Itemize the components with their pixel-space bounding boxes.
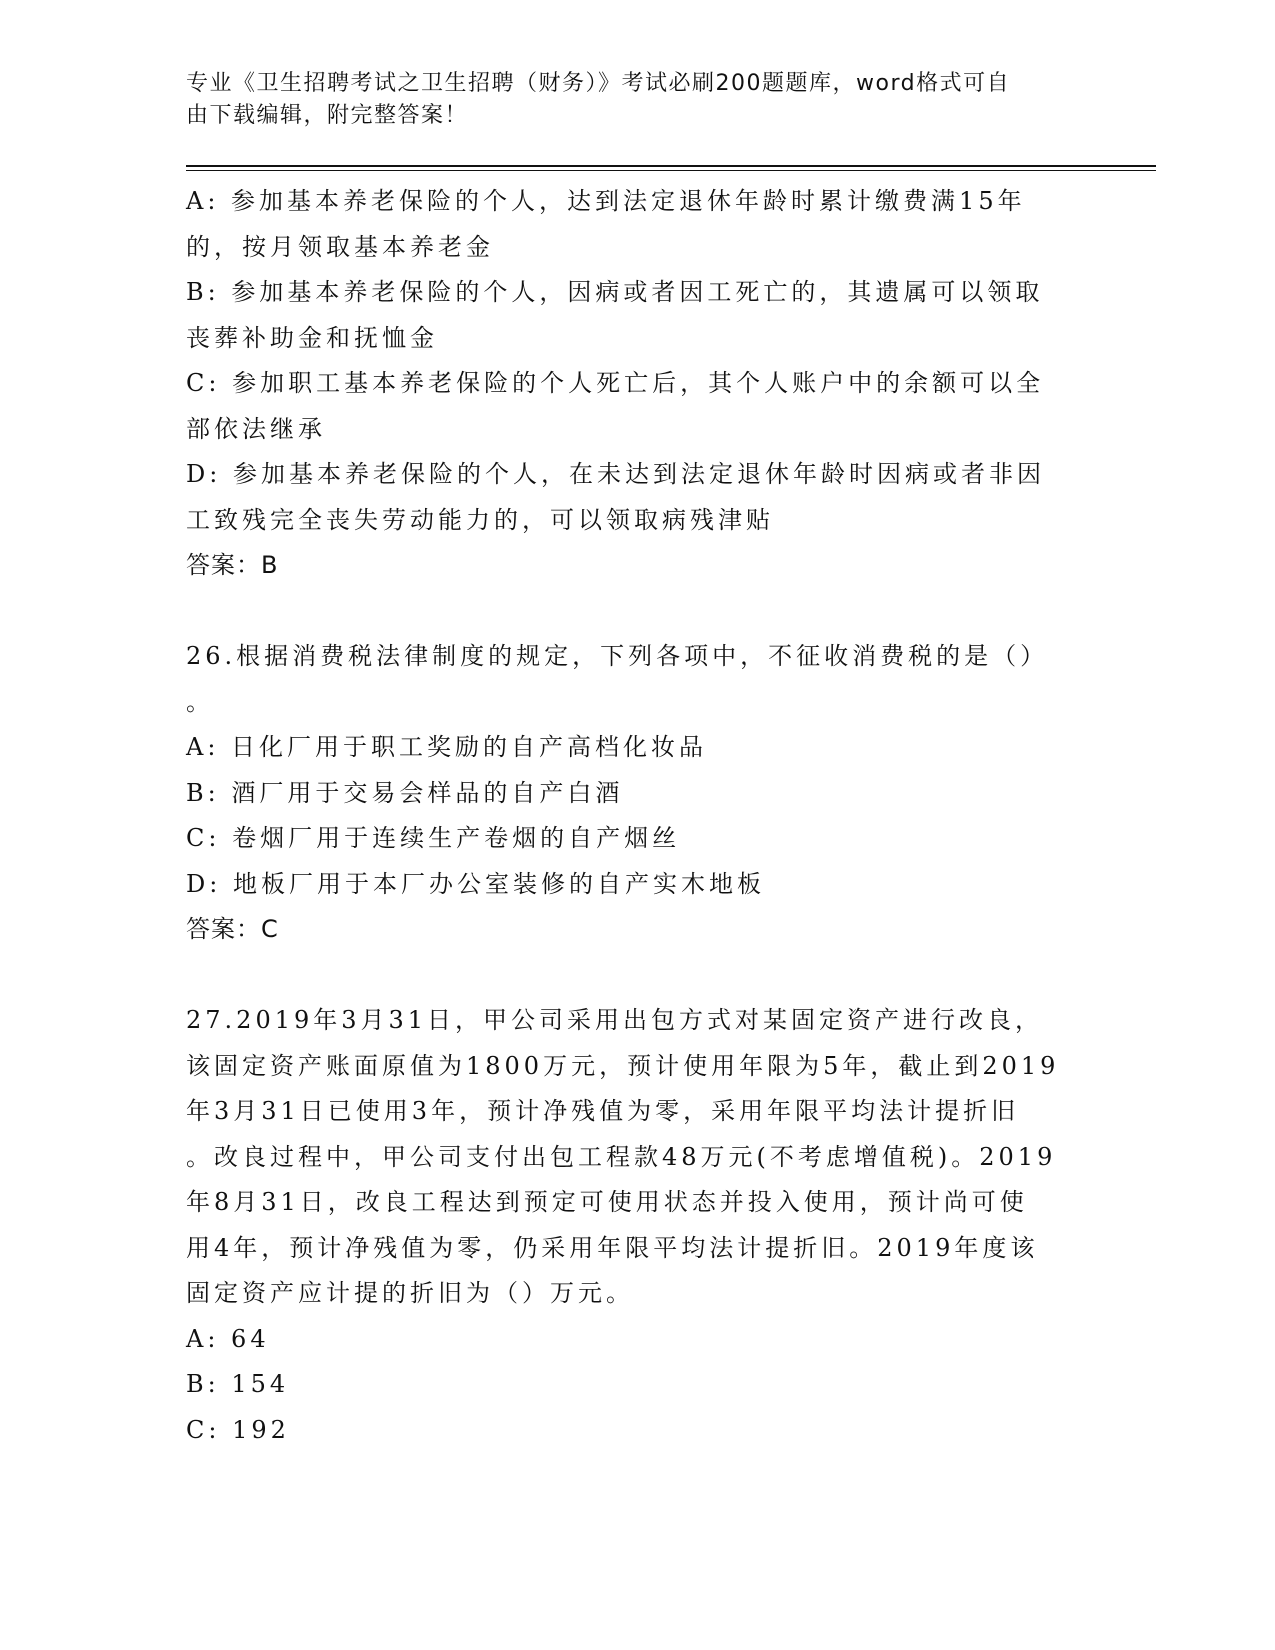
option-line: C: 参加职工基本养老保险的个人死亡后，其个人账户中的余额可以全	[186, 369, 1045, 397]
document-header	[186, 68, 1066, 132]
option-line: C: 192	[186, 1415, 290, 1444]
option-line: A: 日化厂用于职工奖励的自产高档化妆品	[186, 733, 708, 761]
option-line: 丧葬补助金和抚恤金	[186, 323, 438, 352]
answer-label: 答案：B	[186, 551, 279, 579]
document-page	[186, 68, 1086, 1453]
option-line: A: 参加基本养老保险的个人，达到法定退休年龄时累计缴费满15年	[186, 187, 1026, 215]
option-line: C: 卷烟厂用于连续生产卷烟的自产烟丝	[186, 824, 681, 852]
question-stem-line: 年3月31日已使用3年，预计净残值为零，采用年限平均法计提折旧	[186, 1097, 1020, 1125]
question-25-options	[186, 179, 1066, 589]
option-line: 部依法继承	[186, 414, 326, 443]
option-line: A: 64	[186, 1324, 270, 1353]
option-line: B: 参加基本养老保险的个人，因病或者因工死亡的，其遗属可以领取	[186, 278, 1044, 306]
question-stem-line: 27.2019年3月31日，甲公司采用出包方式对某固定资产进行改良，	[186, 1006, 1044, 1034]
question-stem-line: 该固定资产账面原值为1800万元，预计使用年限为5年，截止到2019	[186, 1051, 1060, 1080]
question-stem-line: 。改良过程中，甲公司支付出包工程款48万元(不考虑增值税)。2019	[186, 1142, 1057, 1171]
option-line: 工致残完全丧失劳动能力的，可以领取病残津贴	[186, 505, 774, 534]
question-stem-line: 26.根据消费税法律制度的规定，下列各项中，不征收消费税的是（）	[186, 642, 1049, 670]
option-line: B: 酒厂用于交易会样品的自产白酒	[186, 778, 624, 807]
header-divider	[186, 165, 1156, 171]
question-stem-line: 。	[186, 687, 214, 716]
header-line: 专业《卫生招聘考试之卫生招聘（财务）》考试必刷200题题库，word格式可自	[186, 71, 1011, 96]
option-line: B: 154	[186, 1370, 290, 1398]
answer-label: 答案：C	[186, 915, 279, 943]
question-stem-line: 用4年，预计净残值为零，仍采用年限平均法计提折旧。2019年度该	[186, 1233, 1039, 1262]
question-27	[186, 998, 1066, 1453]
question-stem-line: 年8月31日，改良工程达到预定可使用状态并投入使用，预计尚可使	[186, 1188, 1028, 1216]
header-line: 由下载编辑，附完整答案！	[186, 103, 469, 128]
option-line: D: 地板厂用于本厂办公室装修的自产实木地板	[186, 869, 765, 898]
option-line: D: 参加基本养老保险的个人，在未达到法定退休年龄时因病或者非因	[186, 460, 1045, 488]
question-content	[186, 179, 1066, 1453]
option-line: 的，按月领取基本养老金	[186, 232, 494, 261]
question-stem-line: 固定资产应计提的折旧为（）万元。	[186, 1279, 634, 1307]
question-26	[186, 634, 1066, 953]
